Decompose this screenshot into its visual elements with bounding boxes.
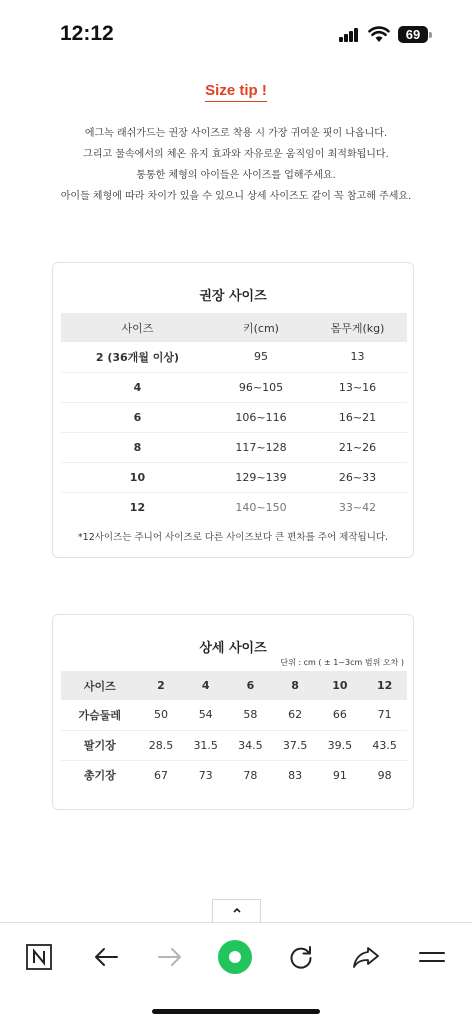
table-cell: 91 <box>332 768 347 782</box>
status-time: 12:12 <box>60 22 114 45</box>
table-row <box>61 432 407 462</box>
weight-cell: 33~42 <box>338 500 377 514</box>
column-header: 사이즈 <box>61 313 214 342</box>
weight-cell: 13 <box>308 342 407 372</box>
share-button[interactable] <box>346 937 386 977</box>
menu-button[interactable] <box>412 937 452 977</box>
share-icon <box>352 945 380 969</box>
size-cell: 2 (36개월 이상) <box>61 342 214 372</box>
table-row <box>61 492 407 522</box>
weight-cell: 16~21 <box>308 402 407 432</box>
column-header: 키(cm) <box>214 313 308 342</box>
table-cell: 28.5 <box>139 730 184 760</box>
table-cell: 58 <box>228 700 273 730</box>
recommended-size-title: 권장 사이즈 <box>199 289 267 304</box>
menu-icon <box>419 948 445 966</box>
height-cell: 96~105 <box>214 372 308 402</box>
home-indicator <box>152 1009 320 1014</box>
table-row <box>61 342 407 372</box>
table-cell: 98 <box>377 768 392 782</box>
table-cell: 50 <box>139 700 184 730</box>
browser-toolbar <box>0 922 472 1024</box>
column-header: 10 <box>317 671 362 700</box>
table-cell: 39.5 <box>317 730 362 760</box>
measure-label: 총기장 <box>83 769 116 783</box>
column-header: 사이즈 <box>61 671 139 700</box>
table-cell: 34.5 <box>228 730 273 760</box>
table-cell: 73 <box>198 768 213 782</box>
table-row <box>61 700 407 730</box>
table-header-row <box>61 671 407 700</box>
chevron-up-icon <box>232 906 242 914</box>
scroll-to-top-button[interactable] <box>212 899 261 923</box>
detail-size-table <box>61 671 407 790</box>
detail-size-title: 상세 사이즈 <box>199 641 267 656</box>
naver-home-button[interactable] <box>19 937 59 977</box>
size-cell: 6 <box>61 402 214 432</box>
column-header: 2 <box>139 671 184 700</box>
tip-line: 아이들 체형에 따라 차이가 있을 수 있으니 상세 사이즈도 같이 꼭 참고해 주세요. <box>60 191 412 202</box>
table-cell: 54 <box>183 700 228 730</box>
junior-size-note: *12사이즈는 주니어 사이즈로 다른 사이즈보다 큰 편차를 주어 제작됩니다. <box>77 532 389 543</box>
green-dot-icon <box>217 939 253 975</box>
battery-tip <box>429 32 432 38</box>
recommended-size-card <box>52 262 414 558</box>
size-cell: 8 <box>61 432 214 462</box>
height-cell: 95 <box>214 342 308 372</box>
table-cell: 31.5 <box>183 730 228 760</box>
table-row <box>61 730 407 760</box>
refresh-button[interactable] <box>281 937 321 977</box>
cellular-signal-icon <box>339 28 359 42</box>
size-cell: 10 <box>61 462 214 492</box>
table-cell: 71 <box>362 700 407 730</box>
forward-button[interactable] <box>150 937 190 977</box>
detail-size-card <box>52 614 414 810</box>
table-row <box>61 462 407 492</box>
unit-note: 단위 : cm ( ± 1~3cm 범위 오차 ) <box>280 658 404 667</box>
table-row <box>61 402 407 432</box>
size-tip-title: Size tip ! <box>205 82 267 102</box>
weight-cell: 26~33 <box>308 462 407 492</box>
table-cell: 37.5 <box>273 730 318 760</box>
back-arrow-icon <box>93 946 119 968</box>
table-cell: 67 <box>153 768 168 782</box>
refresh-icon <box>288 944 314 970</box>
table-cell: 62 <box>273 700 318 730</box>
table-cell: 78 <box>243 768 258 782</box>
column-header: 6 <box>228 671 273 700</box>
size-tip-text <box>0 123 472 207</box>
forward-arrow-icon <box>157 946 183 968</box>
height-cell: 117~128 <box>214 432 308 462</box>
column-header: 8 <box>273 671 318 700</box>
recommended-size-table <box>61 313 407 522</box>
wifi-icon <box>368 25 390 43</box>
height-cell: 129~139 <box>214 462 308 492</box>
naver-logo-icon <box>26 944 52 970</box>
weight-cell: 21~26 <box>308 432 407 462</box>
size-cell: 12 <box>129 500 146 514</box>
size-cell: 4 <box>61 372 214 402</box>
table-row <box>61 760 407 790</box>
height-cell: 140~150 <box>235 500 287 514</box>
column-header: 4 <box>183 671 228 700</box>
tip-line: 에그녹 래쉬가드는 권장 사이즈로 착용 시 가장 귀여운 핏이 나옵니다. <box>84 128 388 139</box>
size-tip-heading <box>0 80 472 99</box>
measure-label: 가슴둘레 <box>61 700 139 730</box>
measure-label: 팔기장 <box>61 730 139 760</box>
back-button[interactable] <box>86 937 126 977</box>
table-row <box>61 372 407 402</box>
table-header-row <box>61 313 407 342</box>
weight-cell: 13~16 <box>308 372 407 402</box>
battery-indicator: 69 <box>398 26 428 43</box>
green-dot-button[interactable] <box>215 937 255 977</box>
tip-line: 통통한 체형의 아이들은 사이즈를 업해주세요. <box>136 170 336 181</box>
table-cell: 83 <box>288 768 303 782</box>
tip-line: 그리고 물속에서의 체온 유지 효과와 자유로운 움직임이 최적화됩니다. <box>83 149 389 160</box>
column-header: 12 <box>362 671 407 700</box>
height-cell: 106~116 <box>214 402 308 432</box>
table-cell: 66 <box>317 700 362 730</box>
column-header: 몸무게(kg) <box>308 313 407 342</box>
status-bar <box>0 0 472 70</box>
table-cell: 43.5 <box>362 730 407 760</box>
